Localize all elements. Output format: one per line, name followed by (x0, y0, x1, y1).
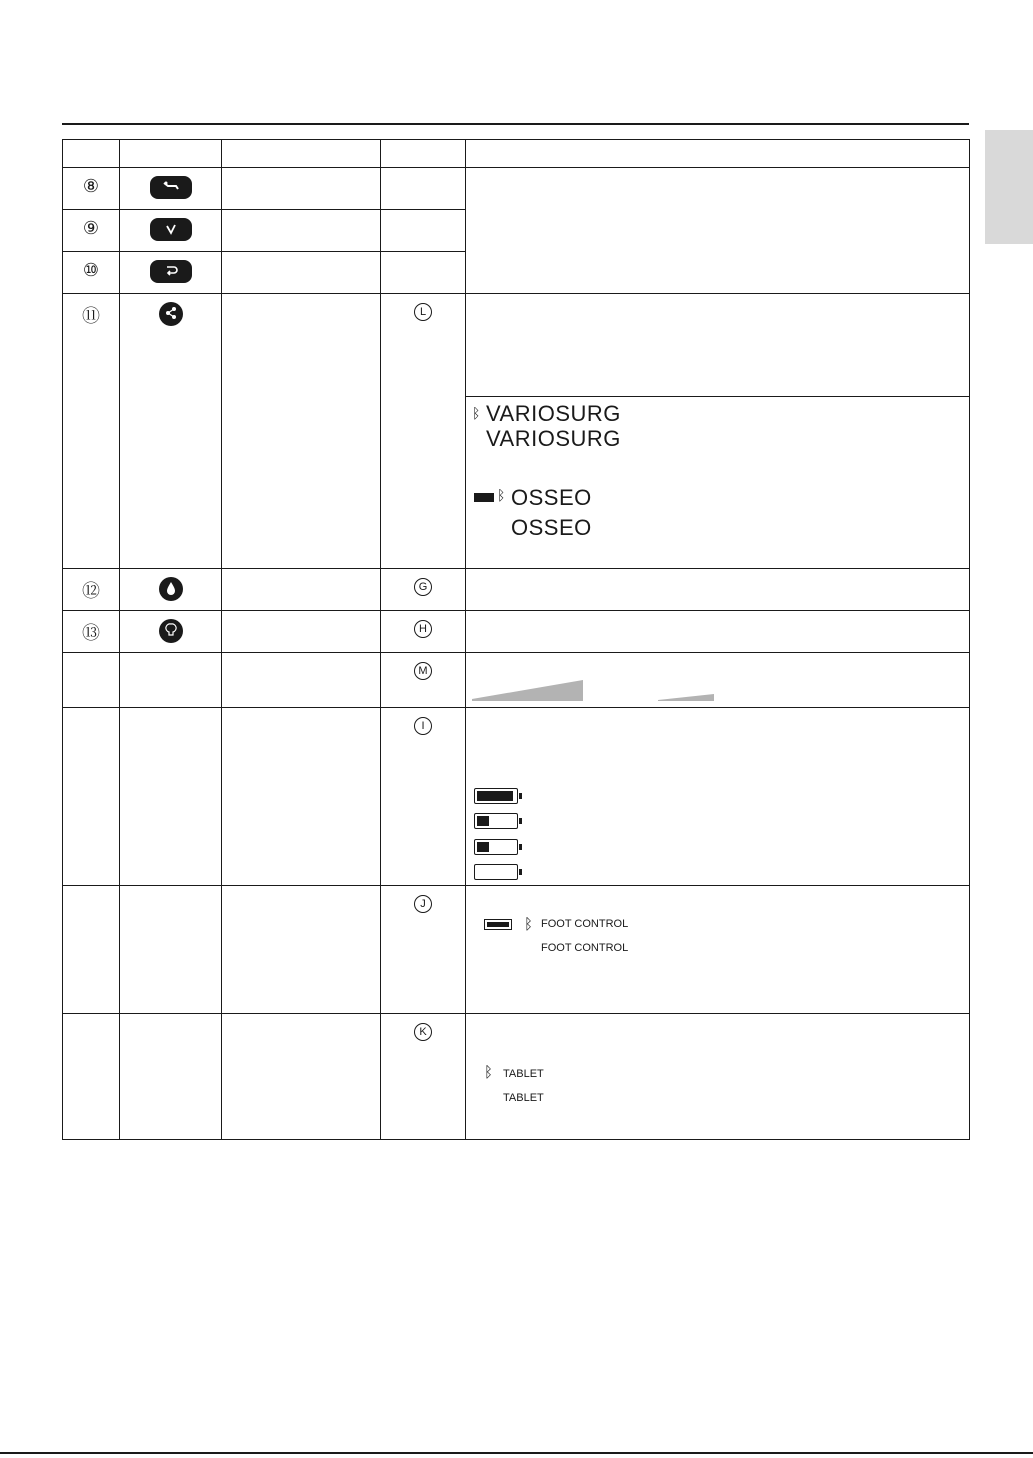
display-text: FOOT CONTROL (541, 942, 629, 954)
display-text: TABLET (503, 1068, 544, 1080)
display-text: VARIOSURG (486, 401, 621, 426)
battery-low-icon (474, 839, 518, 855)
foot-control-display (466, 886, 970, 1014)
bluetooth-icon: ᛒ (484, 1064, 494, 1081)
display-text: VARIOSURG (486, 426, 621, 451)
bluetooth-icon: ᛒ (497, 487, 506, 503)
row-number: ⑨ (82, 218, 100, 238)
row-number: ⑫ (82, 581, 100, 601)
display-text: OSSEO (511, 515, 592, 540)
spec-table (62, 139, 970, 1140)
ref-marker: H (414, 620, 432, 638)
battery-full-icon (474, 788, 518, 804)
battery-small-icon (474, 493, 494, 502)
table-row (63, 611, 970, 653)
section-tab (985, 130, 1033, 244)
row-number: ⑬ (82, 623, 100, 643)
level-bar-graph-low (658, 690, 718, 702)
table-row (63, 569, 970, 611)
ref-marker: M (414, 662, 432, 680)
table-row (63, 708, 970, 886)
table-row (63, 294, 970, 397)
tablet-display (466, 1014, 970, 1140)
table-row (63, 886, 970, 1014)
battery-empty-icon (474, 864, 518, 880)
bottom-rule (0, 1452, 1033, 1454)
display-text: FOOT CONTROL (541, 918, 629, 930)
table-header-row (63, 140, 970, 168)
battery-small-icon (484, 919, 512, 930)
check-icon (150, 218, 192, 241)
ref-marker: L (414, 303, 432, 321)
table-row (63, 168, 970, 210)
share-icon (159, 302, 183, 326)
drop-icon (159, 577, 183, 601)
ref-marker: G (414, 578, 432, 596)
display-text: OSSEO (511, 485, 592, 510)
ref-marker: J (414, 895, 432, 913)
top-rule (62, 123, 969, 125)
ref-marker: K (414, 1023, 432, 1041)
bluetooth-icon: ᛒ (472, 405, 481, 421)
display-text: TABLET (503, 1092, 544, 1104)
wrench-icon (150, 176, 192, 199)
row-number: ⑪ (82, 306, 100, 326)
ref-marker: I (414, 717, 432, 735)
row-number: ⑩ (82, 260, 100, 280)
bluetooth-icon: ᛒ (524, 916, 534, 933)
row-number: ⑧ (82, 176, 100, 196)
level-bar-graph-full (472, 680, 587, 702)
bulb-icon (159, 619, 183, 643)
return-icon (150, 260, 192, 283)
level-bars (466, 653, 970, 708)
battery-levels (466, 708, 970, 886)
table-row (63, 1014, 970, 1140)
table-row (63, 653, 970, 708)
battery-mid-icon (474, 813, 518, 829)
display-examples (466, 397, 970, 569)
